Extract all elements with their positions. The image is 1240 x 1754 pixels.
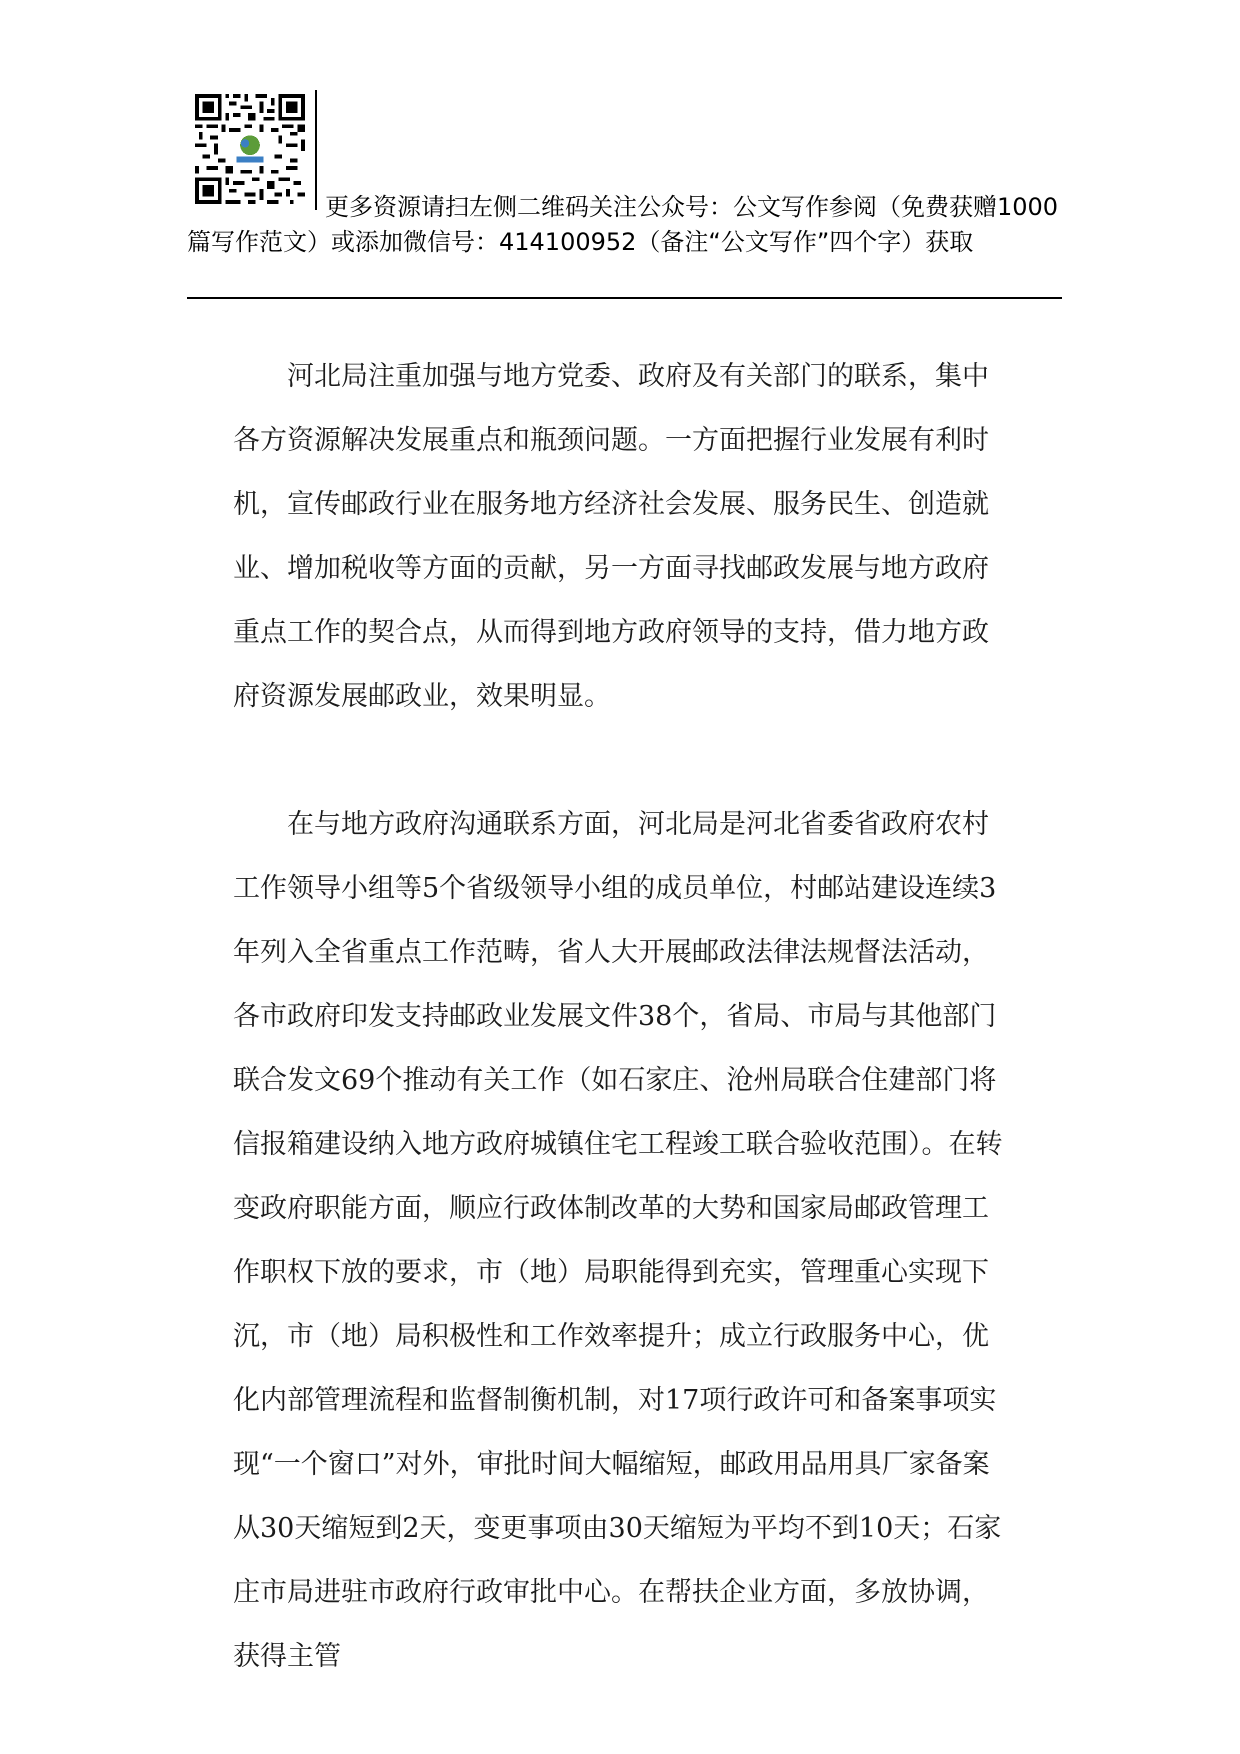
document-header xyxy=(187,90,1062,299)
header-notice: 更多资源请扫左侧二维码关注公众号：公文写作参阅（免费获赠1000篇写作范文）或添加微信号：414100952（备注“公文写作”四个字）获取 xyxy=(187,193,1059,256)
qr-code-icon xyxy=(195,94,305,204)
body-paragraph: 在与地方政府沟通联系方面，河北局是河北省委省政府农村工作领导小组等5个省级领导小组的成员单位，村邮站建设连续3年列入全省重点工作范畴，省人大开展邮政法律法规督法活动，各市政府印发支持邮政业发展文件38个，省局、市局与其他部门联合发文69个推动有关工作（如石家庄、沧州局联合住建部门将信报箱建设纳入地方政府城镇住宅工程竣工联合验收范围）。在转变政府职能方面，顺应行政体制改革的大势和国家局邮政管理工作职权下放的要求，市（地）局职能得到充实，管理重心实现下沉，市（地）局积极性和工作效率提升；成立行政服务中心，优化内部管理流程和监督制衡机制，对17项行政许可和备案事项实现“一个窗口”对外，审批时间大幅缩短，邮政用品用具厂家备案从30天缩短到2天，变更事项由30天缩短为平均不到10天；石家庄市局进驻市政府行政审批中心。在帮扶企业方面，多放协调，获得主管 xyxy=(233,809,1003,1672)
body-paragraph: 河北局注重加强与地方党委、政府及有关部门的联系，集中各方资源解决发展重点和瓶颈问题。一方面把握行业发展有利时机，宣传邮政行业在服务地方经济社会发展、服务民生、创造就业、增加税收等方面的贡献，另一方面寻找邮政发展与地方政府重点工作的契合点，从而得到地方政府领导的支持，借力地方政府资源发展邮政业，效果明显。 xyxy=(233,361,989,712)
document-body xyxy=(233,345,1013,1689)
